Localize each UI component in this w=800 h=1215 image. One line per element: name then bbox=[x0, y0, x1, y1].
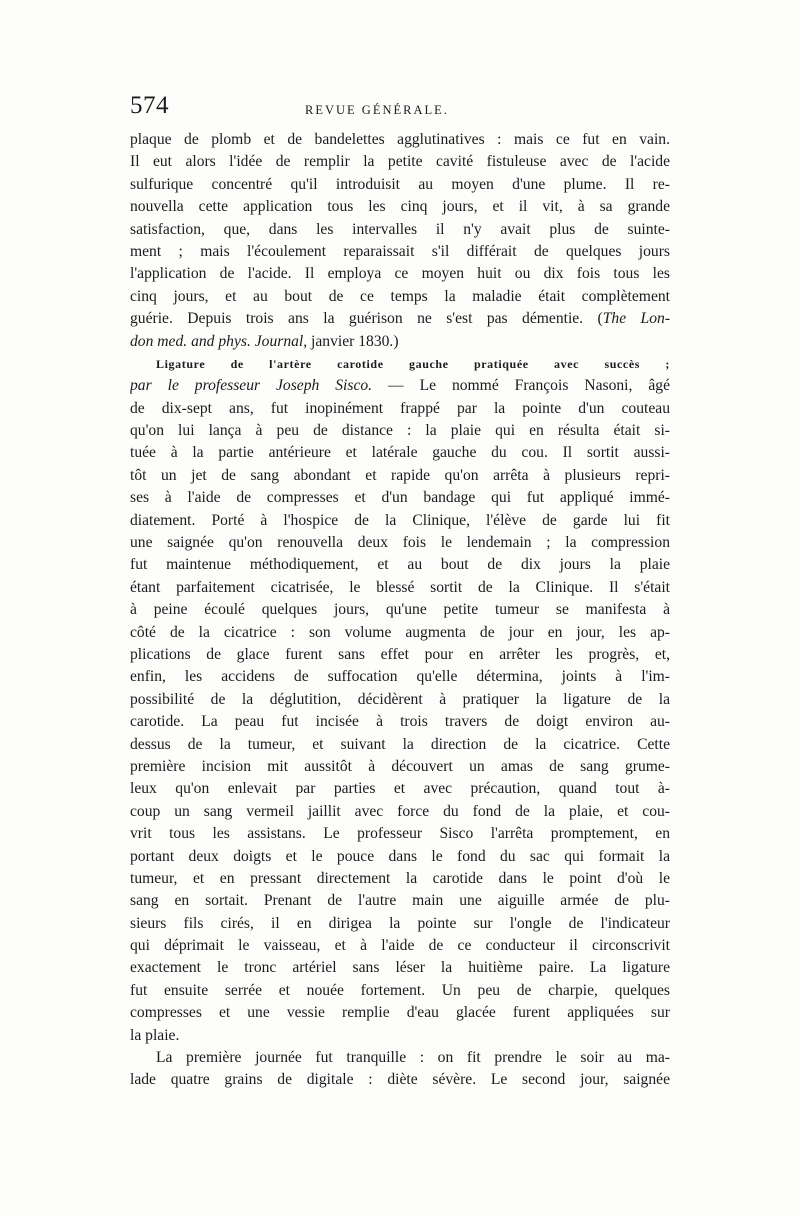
text-line: l'application de l'acide. Il employa ce moyen huit ou dix fois tous les bbox=[130, 265, 670, 283]
section-line: qui déprimait le vaisseau, et à l'aide de ce conducteur il circonscrivit bbox=[130, 937, 670, 955]
section-line: tôt un jet de sang abondant et rapide qu'on arrêta à plusieurs repri- bbox=[130, 466, 670, 484]
section-heading-text: Ligature de l'artère carotide gauche pratiquée avec succès ; bbox=[156, 356, 670, 371]
section-line: première incision mit aussitôt à découvert un amas de sang grume- bbox=[130, 757, 670, 775]
section-line: portant deux doigts et le pouce dans le fond du sac qui formait la bbox=[130, 847, 670, 865]
page-header bbox=[130, 92, 670, 126]
journal-title-start: The Lon- bbox=[602, 310, 670, 328]
text-line: nouvella cette application tous les cinq jours, et il vit, à sa grande bbox=[130, 198, 670, 216]
section-byline: par le professeur Joseph Sisco. bbox=[130, 377, 373, 395]
section-line: étant parfaitement cicatrisée, le blessé sortit de la Clinique. Il s'était bbox=[130, 578, 670, 596]
section-line: vrit tous les assistans. Le professeur Sisco l'arrêta promptement, en bbox=[130, 825, 670, 843]
section-line: carotide. La peau fut incisée à trois travers de doigt environ au- bbox=[130, 713, 670, 731]
section-line: côté de la cicatrice : son volume augmenta de jour en jour, les ap- bbox=[130, 623, 670, 641]
text-line: cinq jours, et au bout de ce temps la maladie était complètement bbox=[130, 287, 670, 305]
page-number: 574 bbox=[130, 92, 169, 119]
section-line: tuée à la partie antérieure et latérale gauche du cou. Il sortit aussi- bbox=[130, 444, 670, 462]
section-line: coup un sang vermeil jaillit avec force du fond de la plaie, et cou- bbox=[130, 802, 670, 820]
text-line: Il eut alors l'idée de remplir la petite cavité fistuleuse avec de l'acide bbox=[130, 153, 670, 171]
text-line: sulfurique concentré qu'il introduisit au moyen d'une plume. Il re- bbox=[130, 175, 670, 193]
section-line: fut ensuite serrée et nouée fortement. Un peu de charpie, quelques bbox=[130, 981, 670, 999]
section-line: plications de glace furent sans effet pour en arrêter les progrès, et, bbox=[130, 645, 670, 663]
section-line: sang en sortait. Prenant de l'autre main une aiguille armée de plu- bbox=[130, 892, 670, 910]
text-line: ment ; mais l'écoulement reparaissait s'il différait de quelques jours bbox=[130, 242, 670, 260]
text-line: satisfaction, que, dans les intervalles il n'y avait plus de suinte- bbox=[130, 220, 670, 238]
section-line: compresses et une vessie remplie d'eau glacée furent appliquées sur bbox=[130, 1004, 670, 1022]
section-line: la plaie. bbox=[130, 1026, 180, 1044]
text-line bbox=[130, 308, 670, 330]
journal-title-end: don med. and phys. Journal bbox=[130, 332, 304, 350]
paragraph-line: lade quatre grains de digitale : diète sévère. Le second jour, saignée bbox=[130, 1071, 670, 1089]
section-line: fut maintenue méthodiquement, et au bout de dix jours la plaie bbox=[130, 556, 670, 574]
section-line: de dix-sept ans, fut inopinément frappé par la pointe d'un couteau bbox=[130, 399, 670, 417]
section-line: sieurs fils cirés, il en dirigea la pointe sur l'ongle de l'indicateur bbox=[130, 914, 670, 932]
section-line: — Le nommé François Nasoni, âgé bbox=[388, 377, 670, 395]
section-line: enfin, les accidens de suffocation qu'elle détermina, joints à l'im- bbox=[130, 668, 670, 686]
text-line: plaque de plomb et de bandelettes agglutinatives : mais ce fut en vain. bbox=[130, 131, 670, 148]
section-line: leux qu'on enlevait par parties et avec précaution, quand tout à- bbox=[130, 780, 670, 798]
section-line: tumeur, et en pressant directement la carotide dans le point d'où le bbox=[130, 869, 670, 887]
section-line: exactement le tronc artériel sans léser la huitième paire. La ligature bbox=[130, 959, 670, 977]
paragraph-line: La première journée fut tranquille : on fit prendre le soir au ma- bbox=[156, 1049, 670, 1067]
section-line: dessus de la tumeur, et suivant la direction de la cicatrice. Cette bbox=[130, 735, 670, 753]
section-line: qu'on lui lança à peu de distance : la plaie qui en résulta était si- bbox=[130, 422, 670, 440]
text-line-content: guérie. Depuis trois ans la guérison ne s'est pas démentie. ( bbox=[130, 310, 603, 328]
running-head: REVUE GÉNÉRALE. bbox=[305, 103, 449, 117]
body-text bbox=[130, 129, 670, 1092]
section-line: diatement. Porté à l'hospice de la Clinique, l'élève de garde lui fit bbox=[130, 511, 670, 529]
section-byline-line bbox=[130, 375, 670, 397]
text-line bbox=[130, 331, 670, 353]
section-heading bbox=[130, 353, 670, 375]
section-line: ses à l'aide de compresses et d'un bandage qui fut appliqué immé- bbox=[130, 489, 670, 507]
citation-date: , janvier 1830.) bbox=[303, 332, 399, 350]
section-line: à peine écoulé quelques jours, qu'une petite tumeur se manifesta à bbox=[130, 601, 670, 619]
section-line: possibilité de la déglutition, décidèrent à pratiquer la ligature de la bbox=[130, 690, 670, 708]
section-line: une saignée qu'on renouvella deux fois le lendemain ; la compression bbox=[130, 534, 670, 552]
